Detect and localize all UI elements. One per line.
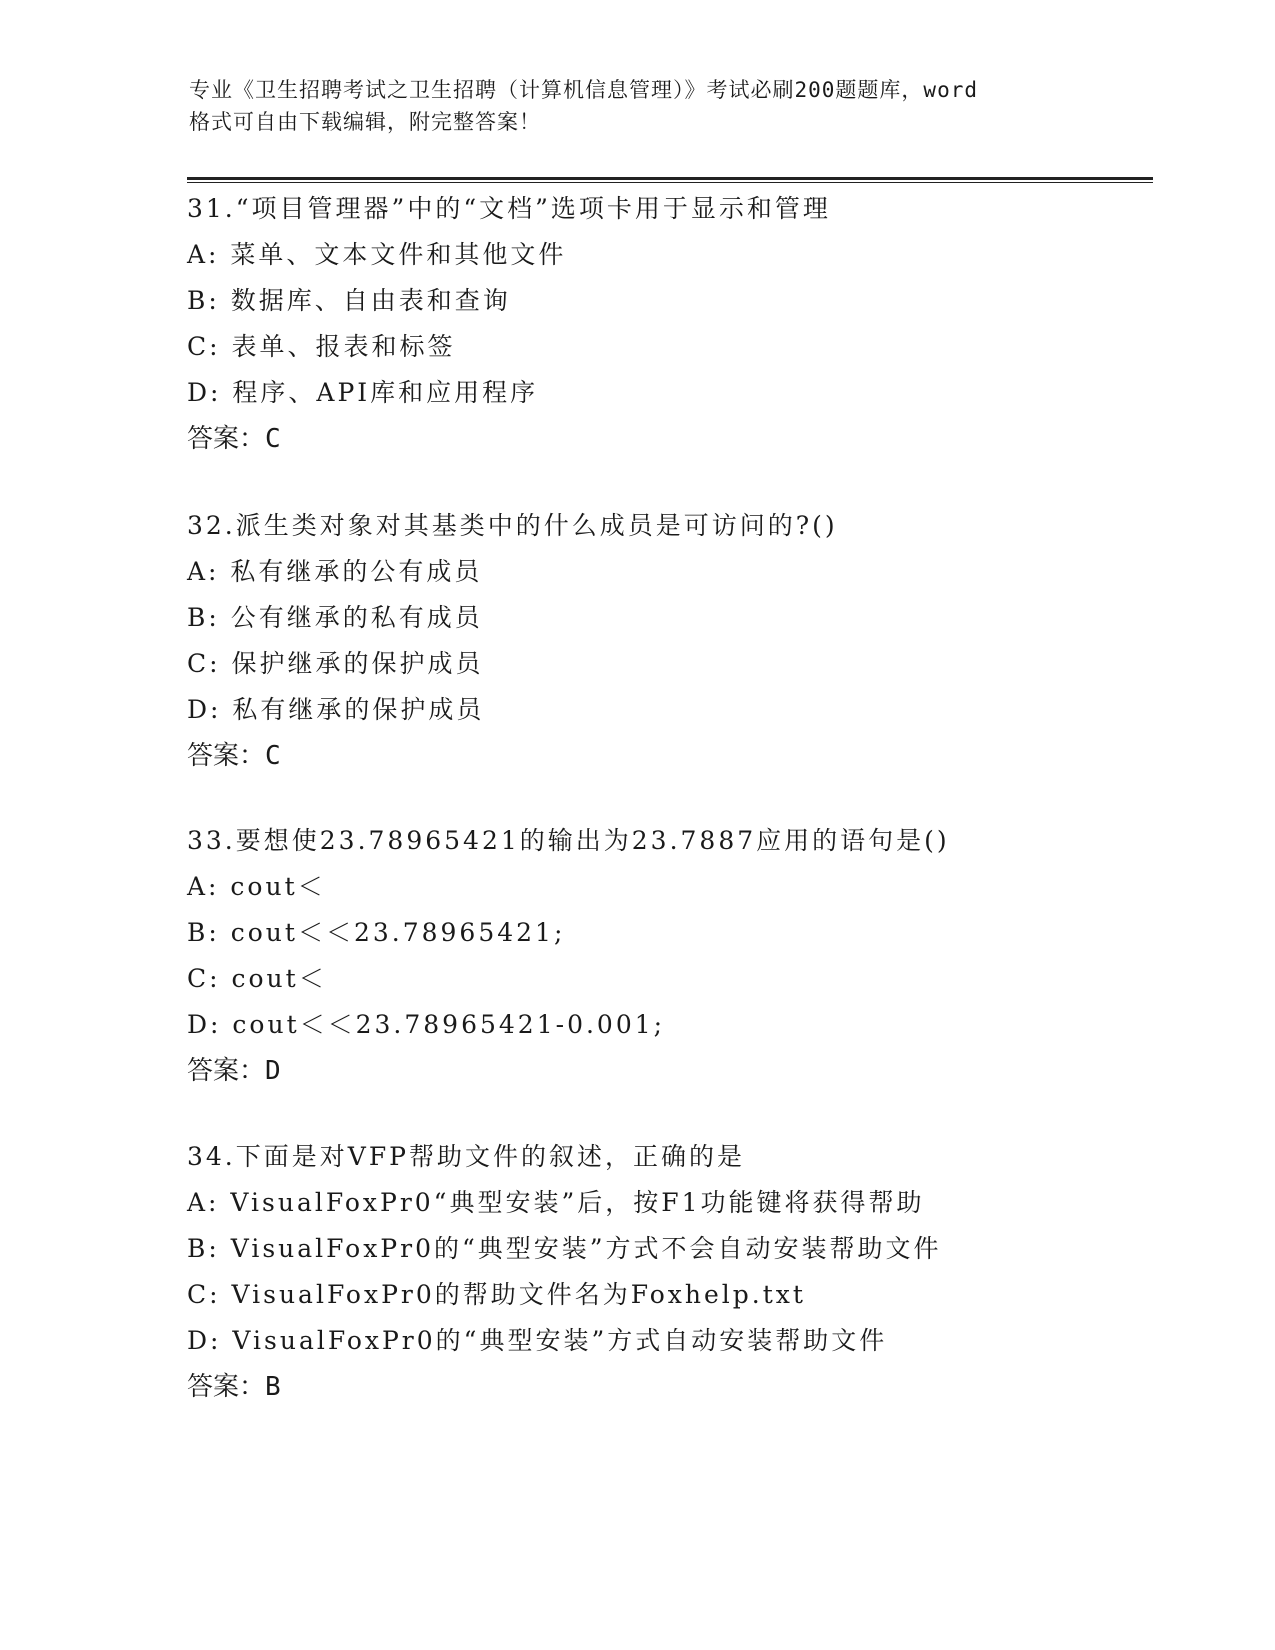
answer-label: 答案： xyxy=(187,741,266,771)
question-31 xyxy=(187,186,1187,462)
header-line-2: 格式可自由下载编辑，附完整答案！ xyxy=(189,110,541,134)
header-divider-thin xyxy=(187,182,1153,183)
question-32 xyxy=(187,503,1187,779)
header-line-1: 专业《卫生招聘考试之卫生招聘（计算机信息管理）》考试必刷200题题库，word xyxy=(189,78,978,102)
option-d: D: 程序、API库和应用程序 xyxy=(187,378,539,407)
question-stem: 34.下面是对VFP帮助文件的叙述，正确的是 xyxy=(187,1142,745,1171)
answer-line xyxy=(187,1048,1187,1094)
option-d: D: 私有继承的保护成员 xyxy=(187,695,485,724)
header-divider-thick xyxy=(187,177,1153,180)
answer-value: D xyxy=(265,1056,281,1086)
option-c: C: VisualFoxPr0的帮助文件名为Foxhelp.txt xyxy=(187,1280,806,1309)
answer-line xyxy=(187,416,1187,462)
question-stem: 32.派生类对象对其基类中的什么成员是可访问的?() xyxy=(187,511,838,540)
question-stem: 33.要想使23.78965421的输出为23.7887应用的语句是() xyxy=(187,826,950,855)
option-c: C: 表单、报表和标签 xyxy=(187,332,456,361)
option-b: B: 数据库、自由表和查询 xyxy=(187,286,511,315)
option-d: D: cout＜＜23.78965421-0.001; xyxy=(187,1010,666,1039)
question-stem: 31.“项目管理器”中的“文档”选项卡用于显示和管理 xyxy=(187,194,831,223)
option-c: C: 保护继承的保护成员 xyxy=(187,649,484,678)
option-a: A: 私有继承的公有成员 xyxy=(187,557,483,586)
option-c: C: cout＜ xyxy=(187,964,327,993)
question-33 xyxy=(187,818,1187,1094)
answer-label: 答案： xyxy=(187,1056,266,1086)
answer-value: B xyxy=(265,1372,281,1402)
option-a: A: VisualFoxPr0“典型安装”后，按F1功能键将获得帮助 xyxy=(187,1188,925,1217)
option-a: A: cout＜ xyxy=(187,872,326,901)
option-b: B: VisualFoxPr0的“典型安装”方式不会自动安装帮助文件 xyxy=(187,1234,942,1263)
answer-value: C xyxy=(265,741,281,771)
option-b: B: 公有继承的私有成员 xyxy=(187,603,483,632)
answer-label: 答案： xyxy=(187,1372,266,1402)
option-b: B: cout＜＜23.78965421; xyxy=(187,918,566,947)
answer-line xyxy=(187,1364,1187,1410)
document-header xyxy=(189,74,1089,138)
option-a: A: 菜单、文本文件和其他文件 xyxy=(187,240,567,269)
question-34 xyxy=(187,1134,1187,1410)
answer-value: C xyxy=(265,424,281,454)
answer-line xyxy=(187,733,1187,779)
option-d: D: VisualFoxPr0的“典型安装”方式自动安装帮助文件 xyxy=(187,1326,888,1355)
answer-label: 答案： xyxy=(187,424,266,454)
